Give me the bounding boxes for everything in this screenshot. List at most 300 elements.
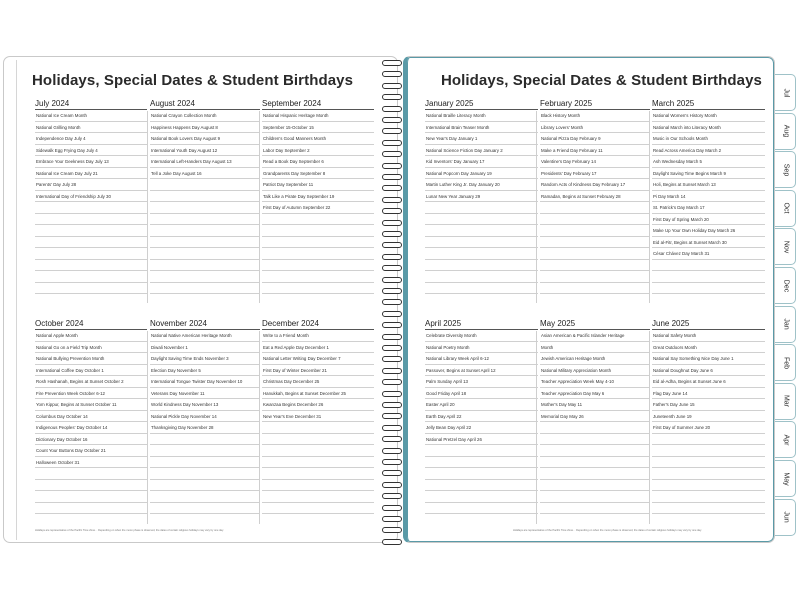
tab-mar[interactable] <box>775 383 796 420</box>
event-entry[interactable]: International Left-Handers Day August 13 <box>151 159 232 164</box>
writing-line <box>652 155 765 156</box>
event-entry[interactable]: Grandparents Day September 8 <box>263 170 326 176</box>
writing-line <box>35 224 147 225</box>
writing-line <box>35 490 147 491</box>
writing-line <box>425 293 538 294</box>
event-entry[interactable]: Daylight Saving Time Begins March 9 <box>653 170 726 176</box>
writing-line <box>652 433 765 434</box>
month-block <box>262 319 374 526</box>
writing-line <box>35 201 147 202</box>
event-entry[interactable]: New Year's Day January 1 <box>426 136 478 141</box>
event-entry[interactable]: Halloween October 31 <box>36 459 80 465</box>
event-entry[interactable]: Dictionary Day October 16 <box>36 436 88 442</box>
writing-line <box>262 132 374 133</box>
event-entry[interactable]: Flag Day June 14 <box>653 390 688 396</box>
right-footnote: Holidays are representative of the Pacific Time Zone. · Depending on when the moon phase is observed, the dates of certain religious holidays may vary by one day. <box>513 529 702 532</box>
writing-line <box>262 282 374 283</box>
writing-line <box>150 293 260 294</box>
event-entry[interactable]: Father's Day June 15 <box>653 402 695 407</box>
event-entry[interactable]: Kid Inventors' Day January 17 <box>426 159 485 164</box>
event-entry[interactable]: Independence Day July 4 <box>36 136 86 141</box>
event-entry[interactable]: Juneteenth June 19 <box>653 413 692 419</box>
event-entry[interactable]: Columbus Day October 14 <box>36 413 88 419</box>
event-entry[interactable]: National Pretzel Day April 26 <box>426 436 482 442</box>
binding-ring <box>382 413 402 419</box>
writing-line <box>262 467 374 468</box>
writing-line <box>425 513 538 514</box>
event-entry[interactable]: Indigenous Peoples' Day October 14 <box>36 425 108 430</box>
event-entry[interactable]: Children's Good Manners Month <box>263 136 327 141</box>
event-entry[interactable]: National Say Something Nice Day June 1 <box>653 356 734 361</box>
event-entry[interactable]: Veterans Day November 11 <box>151 390 205 396</box>
binding-ring <box>382 128 402 134</box>
event-entry[interactable]: Easter April 20 <box>426 402 455 407</box>
event-entry[interactable]: Election Day November 5 <box>151 367 201 373</box>
writing-line <box>425 178 538 179</box>
writing-line <box>425 444 538 445</box>
writing-line <box>652 341 765 342</box>
month-block <box>425 99 538 305</box>
writing-line <box>540 410 650 411</box>
tab-label: Mar <box>782 395 790 408</box>
writing-line <box>425 502 538 503</box>
column-divider <box>536 111 537 303</box>
binding-ring <box>382 299 402 305</box>
writing-line <box>540 456 650 457</box>
writing-line <box>540 259 650 260</box>
event-entry[interactable]: National Book Lovers Day August 9 <box>151 136 221 141</box>
writing-line <box>425 433 538 434</box>
writing-line <box>150 387 260 388</box>
writing-line <box>540 121 650 122</box>
writing-line <box>262 190 374 191</box>
writing-line <box>150 421 260 422</box>
event-entry[interactable]: Eat a Red Apple Day December 1 <box>263 344 329 350</box>
event-entry[interactable]: Mother's Day May 11 <box>541 402 583 407</box>
month-block <box>425 319 538 526</box>
event-entry[interactable]: Ash Wednesday March 5 <box>653 159 702 164</box>
event-entry[interactable]: Eid al-Adha, Begins at Sunset June 6 <box>653 379 726 384</box>
writing-line <box>150 490 260 491</box>
event-entry[interactable]: Hanukkah, Begins at Sunset December 25 <box>263 390 346 396</box>
writing-line <box>652 456 765 457</box>
event-entry[interactable]: Embrace Your Geekness Day July 13 <box>36 159 109 164</box>
binding-ring <box>382 83 402 89</box>
event-entry[interactable]: National Bullying Prevention Month <box>36 356 105 361</box>
event-entry[interactable]: Teacher Appreciation Day May 6 <box>541 390 605 396</box>
writing-line <box>540 201 650 202</box>
writing-line <box>540 421 650 422</box>
writing-line <box>150 398 260 399</box>
month-rule <box>425 109 538 110</box>
tab-nov[interactable] <box>775 228 796 265</box>
binding-ring <box>382 288 402 294</box>
event-entry[interactable]: National March into Literacy Month <box>653 124 721 130</box>
writing-line <box>540 144 650 145</box>
tab-feb[interactable] <box>775 344 796 381</box>
event-entry[interactable]: Good Friday April 18 <box>426 390 467 396</box>
writing-line <box>262 155 374 156</box>
event-entry[interactable]: International Coffee Day October 1 <box>36 367 104 373</box>
event-entry[interactable]: Valentine's Day February 14 <box>541 159 596 164</box>
writing-line <box>652 121 765 122</box>
writing-line <box>150 352 260 353</box>
writing-line <box>425 282 538 283</box>
writing-line <box>150 236 260 237</box>
writing-line <box>652 387 765 388</box>
writing-line <box>35 282 147 283</box>
event-entry[interactable]: Library Lovers' Month <box>541 124 584 130</box>
binding-ring <box>382 231 402 237</box>
writing-line <box>425 387 538 388</box>
writing-line <box>35 479 147 480</box>
event-entry[interactable]: International Youth Day August 12 <box>151 147 218 153</box>
writing-line <box>262 259 374 260</box>
writing-line <box>425 352 538 353</box>
binding-ring <box>382 493 402 499</box>
binding-ring <box>382 106 402 112</box>
binding-ring <box>382 163 402 169</box>
writing-line <box>150 270 260 271</box>
binding-ring <box>382 527 402 533</box>
event-entry[interactable]: International Tongue Twister Day November 10 <box>151 379 243 384</box>
event-entry[interactable]: National Military Appreciation Month <box>541 367 612 373</box>
column-divider <box>649 331 650 524</box>
tab-label: Feb <box>782 356 790 369</box>
event-entry[interactable]: National Hispanic Heritage Month <box>263 113 329 118</box>
binding-ring <box>382 220 402 226</box>
writing-line <box>540 236 650 237</box>
event-entry[interactable]: Music in Our Schools Month <box>653 136 708 141</box>
writing-line <box>425 375 538 376</box>
event-entry[interactable]: Celebrate Diversity Month <box>426 333 477 338</box>
writing-line <box>262 513 374 514</box>
binding-ring <box>382 311 402 317</box>
month-name: July 2024 <box>35 99 70 108</box>
tab-oct[interactable] <box>775 190 796 227</box>
binding-ring <box>382 265 402 271</box>
event-entry[interactable]: National Women's History Month <box>653 113 717 118</box>
writing-line <box>652 236 765 237</box>
tab-jan[interactable] <box>775 306 796 343</box>
writing-line <box>35 167 147 168</box>
writing-line <box>540 467 650 468</box>
event-entry[interactable]: National Apple Month <box>36 333 78 338</box>
event-entry[interactable]: Month <box>541 344 554 350</box>
event-entry[interactable]: Christmas Day December 25 <box>263 379 320 384</box>
event-entry[interactable]: Happiness Happens Day August 8 <box>151 124 218 130</box>
writing-line <box>262 167 374 168</box>
writing-line <box>540 247 650 248</box>
event-entry[interactable]: National Science Fiction Day January 2 <box>426 147 503 153</box>
writing-line <box>425 190 538 191</box>
writing-line <box>150 433 260 434</box>
writing-line <box>150 144 260 145</box>
writing-line <box>150 224 260 225</box>
writing-line <box>425 479 538 480</box>
event-entry[interactable]: Read Across America Day March 2 <box>653 147 722 153</box>
writing-line <box>425 398 538 399</box>
event-entry[interactable]: September 15-October 15 <box>263 124 314 130</box>
event-entry[interactable]: Random Acts of Kindness Day February 17 <box>541 182 626 187</box>
binding-ring <box>382 539 402 545</box>
event-entry[interactable]: International Day of Friendship July 30 <box>36 193 111 199</box>
month-rule <box>652 329 765 330</box>
binding-ring <box>382 516 402 522</box>
writing-line <box>150 155 260 156</box>
writing-line <box>540 270 650 271</box>
event-entry[interactable]: International Brain Teaser Month <box>426 124 490 130</box>
writing-line <box>35 410 147 411</box>
binding-ring <box>382 459 402 465</box>
event-entry[interactable]: Make Up Your Own Holiday Day March 26 <box>653 228 736 233</box>
month-block <box>35 319 147 526</box>
writing-line <box>540 387 650 388</box>
month-name: October 2024 <box>35 319 84 328</box>
month-block <box>652 319 765 526</box>
writing-line <box>150 213 260 214</box>
event-entry[interactable]: New Year's Eve December 31 <box>263 413 322 419</box>
event-entry[interactable]: Write to a Friend Month <box>263 333 309 338</box>
writing-line <box>425 270 538 271</box>
tab-dec[interactable] <box>775 267 796 304</box>
writing-line <box>35 155 147 156</box>
event-entry[interactable]: Kwanzaa Begins December 26 <box>263 402 324 407</box>
writing-line <box>262 479 374 480</box>
month-name: March 2025 <box>652 99 695 108</box>
binding-ring <box>382 208 402 214</box>
writing-line <box>35 213 147 214</box>
event-entry[interactable]: National Crayon Collection Month <box>151 113 217 118</box>
binding-ring <box>382 379 402 385</box>
event-entry[interactable]: Diwali November 1 <box>151 344 188 350</box>
binding-ring <box>382 505 402 511</box>
writing-line <box>150 201 260 202</box>
event-entry[interactable]: Great Outdoors Month <box>653 344 697 350</box>
event-entry[interactable]: St. Patrick's Day March 17 <box>653 205 705 210</box>
writing-line <box>35 375 147 376</box>
writing-line <box>652 444 765 445</box>
writing-line <box>540 364 650 365</box>
event-entry[interactable]: Teacher Appreciation Week May 4-10 <box>541 379 614 384</box>
writing-line <box>150 364 260 365</box>
writing-line <box>35 398 147 399</box>
event-entry[interactable]: Passover, Begins at Sunset April 12 <box>426 367 496 373</box>
event-entry[interactable]: National Pickle Day November 14 <box>151 413 217 419</box>
event-entry[interactable]: Yom Kippur, Begins at Sunset October 11 <box>36 402 117 407</box>
tab-jul[interactable] <box>775 74 796 111</box>
event-entry[interactable]: First Day of Autumn September 22 <box>263 205 331 210</box>
writing-line <box>652 259 765 260</box>
tab-aug[interactable] <box>775 113 796 150</box>
binding-ring <box>382 470 402 476</box>
event-entry[interactable]: Holi, Begins at Sunset March 13 <box>653 182 716 187</box>
writing-line <box>652 247 765 248</box>
writing-line <box>425 490 538 491</box>
writing-line <box>150 132 260 133</box>
event-entry[interactable]: Tell a Joke Day August 16 <box>151 170 202 176</box>
event-entry[interactable]: Count Your Buttons Day October 21 <box>36 448 106 453</box>
event-entry[interactable]: Rosh Hashanah, Begins at Sunset October 2 <box>36 379 124 384</box>
event-entry[interactable]: National Safety Month <box>653 333 697 338</box>
event-entry[interactable]: First Day of Summer June 20 <box>653 425 711 430</box>
column-divider <box>147 331 148 524</box>
event-entry[interactable]: Labor Day September 2 <box>263 147 310 153</box>
binding-ring <box>382 140 402 146</box>
event-entry[interactable]: Earth Day April 22 <box>426 413 462 419</box>
event-entry[interactable]: Jewish American Heritage Month <box>541 356 606 361</box>
event-entry[interactable]: First Day of Winter December 21 <box>263 367 327 373</box>
writing-line <box>425 167 538 168</box>
writing-line <box>150 444 260 445</box>
writing-line <box>262 121 374 122</box>
writing-line <box>425 456 538 457</box>
event-entry[interactable]: National Go on a Field Trip Month <box>36 344 102 350</box>
month-rule <box>150 329 260 330</box>
event-entry[interactable]: Fire Prevention Week October 6-12 <box>36 390 105 396</box>
writing-line <box>652 364 765 365</box>
writing-line <box>425 410 538 411</box>
writing-line <box>540 375 650 376</box>
event-entry[interactable]: National Library Week April 6-12 <box>426 356 489 361</box>
event-entry[interactable]: Presidents' Day February 17 <box>541 170 597 176</box>
month-block <box>652 99 765 305</box>
binding-ring <box>382 117 402 123</box>
event-entry[interactable]: National Ice Cream Day July 21 <box>36 170 98 176</box>
writing-line <box>540 282 650 283</box>
writing-line <box>540 178 650 179</box>
page-edge <box>4 60 17 540</box>
column-divider <box>536 331 537 524</box>
event-entry[interactable]: Parents' Day July 28 <box>36 182 77 187</box>
writing-line <box>35 259 147 260</box>
writing-line <box>150 479 260 480</box>
writing-line <box>425 247 538 248</box>
event-entry[interactable]: National Native American Heritage Month <box>151 333 232 338</box>
event-entry[interactable]: Eid al-Fitr, Begins at Sunset March 30 <box>653 239 727 245</box>
writing-line <box>262 375 374 376</box>
writing-line <box>35 387 147 388</box>
month-block <box>35 99 147 305</box>
month-rule <box>35 109 147 110</box>
event-entry[interactable]: Patriot Day September 11 <box>263 182 314 187</box>
binding-ring <box>382 368 402 374</box>
tab-label: Oct <box>782 202 790 214</box>
writing-line <box>540 433 650 434</box>
writing-line <box>540 293 650 294</box>
event-entry[interactable]: National Letter Writing Day December 7 <box>263 356 341 361</box>
event-entry[interactable]: Asian American & Pacific Islander Heritage <box>541 333 625 338</box>
event-entry[interactable]: Pi Day March 14 <box>653 193 686 199</box>
writing-line <box>150 456 260 457</box>
writing-line <box>425 213 538 214</box>
event-entry[interactable]: Ramadan, Begins at Sunset February 28 <box>541 193 621 199</box>
tab-apr[interactable] <box>775 421 796 458</box>
tab-sep[interactable] <box>775 151 796 188</box>
event-entry[interactable]: Make a Friend Day February 11 <box>541 147 603 153</box>
writing-line <box>540 224 650 225</box>
writing-line <box>540 132 650 133</box>
column-divider <box>259 331 260 524</box>
event-entry[interactable]: National Ice Cream Month <box>36 113 88 118</box>
writing-line <box>262 341 374 342</box>
month-block <box>150 319 260 526</box>
writing-line <box>150 282 260 283</box>
binding-ring <box>382 345 402 351</box>
tab-label: Jan <box>782 318 790 330</box>
month-name: December 2024 <box>262 319 319 328</box>
writing-line <box>540 490 650 491</box>
month-name: November 2024 <box>150 319 207 328</box>
event-entry[interactable]: Sidewalk Egg Frying Day July 4 <box>36 147 98 153</box>
writing-line <box>425 155 538 156</box>
event-entry[interactable]: Talk Like a Pirate Day September 19 <box>263 193 335 199</box>
event-entry[interactable]: National Poetry Month <box>426 344 470 350</box>
writing-line <box>652 178 765 179</box>
event-entry[interactable]: World Kindness Day November 13 <box>151 402 219 407</box>
event-entry[interactable]: Memorial Day May 26 <box>541 413 584 419</box>
month-name: February 2025 <box>540 99 593 108</box>
writing-line <box>262 293 374 294</box>
event-entry[interactable]: Palm Sunday April 13 <box>426 379 468 384</box>
tab-label: Aug <box>782 124 790 138</box>
month-name: May 2025 <box>540 319 576 328</box>
month-block <box>540 319 650 526</box>
event-entry[interactable]: Lunar New Year January 29 <box>426 193 481 199</box>
event-entry[interactable]: Read a Book Day September 6 <box>263 159 324 164</box>
writing-line <box>425 201 538 202</box>
writing-line <box>652 167 765 168</box>
writing-line <box>150 167 260 168</box>
tab-jun[interactable] <box>775 499 796 536</box>
writing-line <box>262 178 374 179</box>
event-entry[interactable]: National Braille Literacy Month <box>426 113 486 118</box>
month-rule <box>652 109 765 110</box>
event-entry[interactable]: National Grilling Month <box>36 124 81 130</box>
writing-line <box>652 502 765 503</box>
binding-ring <box>382 425 402 431</box>
writing-line <box>262 410 374 411</box>
event-entry[interactable]: Daylight Saving Time Ends November 3 <box>151 356 229 361</box>
event-entry[interactable]: Jelly Bean Day April 22 <box>426 425 472 430</box>
writing-line <box>150 513 260 514</box>
event-entry[interactable]: First Day of Spring March 20 <box>653 216 709 222</box>
writing-line <box>652 467 765 468</box>
writing-line <box>652 293 765 294</box>
writing-line <box>540 190 650 191</box>
binding-ring <box>382 277 402 283</box>
event-entry[interactable]: Martin Luther King Jr. Day January 20 <box>426 182 500 187</box>
left-footnote: Holidays are representative of the Pacific Time Zone. · Depending on when the moon phase is observed, the dates of certain religious holidays may vary by one day. <box>35 529 224 532</box>
event-entry[interactable]: National Popcorn Day January 19 <box>426 170 492 176</box>
binding-ring <box>382 482 402 488</box>
event-entry[interactable]: Black History Month <box>541 113 581 118</box>
writing-line <box>540 513 650 514</box>
event-entry[interactable]: César Chávez Day March 31 <box>653 251 710 256</box>
writing-line <box>652 513 765 514</box>
event-entry[interactable]: Thanksgiving Day November 28 <box>151 425 214 430</box>
binding-ring <box>382 185 402 191</box>
event-entry[interactable]: National Pizza Day February 9 <box>541 136 601 141</box>
tab-label: Sep <box>782 163 790 176</box>
month-rule <box>35 329 147 330</box>
writing-line <box>425 144 538 145</box>
writing-line <box>652 479 765 480</box>
event-entry[interactable]: National Doughnut Day June 6 <box>653 367 713 373</box>
month-rule <box>262 329 374 330</box>
tab-may[interactable] <box>775 460 796 497</box>
writing-line <box>262 421 374 422</box>
